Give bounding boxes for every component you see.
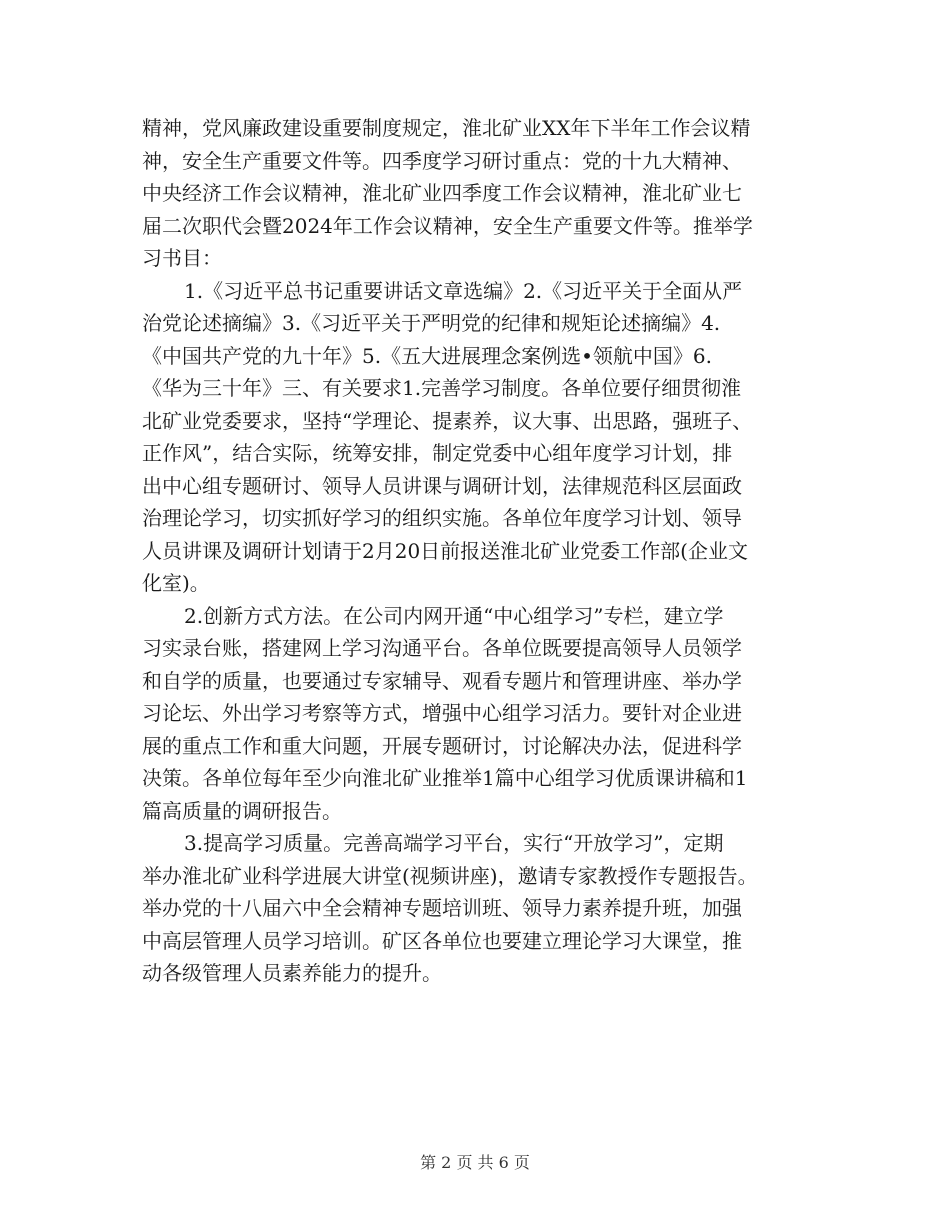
text-line: 《中国共产党的九十年》5.《五大进展理念案例选•领航中国》6. [142,343,712,368]
paragraph-2 [142,275,812,600]
paragraph-1 [142,112,812,275]
text-line: 和自学的质量，也要通过专家辅导、观看专题片和管理讲座、举办学 [142,668,742,693]
text-line: 精神，党风廉政建设重要制度规定，淮北矿业XX年下半年工作会议精 [142,116,751,140]
text-line: 篇高质量的调研报告。 [142,798,342,823]
text-line: 决策。各单位每年至少向淮北矿业推举1篇中心组学习优质课讲稿和1 [142,766,748,790]
text-line: 举办淮北矿业科学进展大讲堂(视频讲座)，邀请专家教授作专题报告。 [142,863,758,888]
text-line: 举办党的十八届六中全会精神专题培训班、领导力素养提升班，加强 [142,896,742,920]
text-line: 1.《习近平总书记重要讲话文章选编》2.《习近平关于全面从严 [184,278,743,303]
text-line: 人员讲课及调研计划请于2月20日前报送淮北矿业党委工作部(企业文 [142,538,748,563]
text-line: 正作风”，结合实际，统筹安排，制定党委中心组年度学习计划，排 [142,441,733,465]
text-line: 习书目： [142,246,222,270]
text-line: 动各级管理人员素养能力的提升。 [142,961,442,985]
paragraph-4 [142,827,812,990]
text-line: 化室)。 [142,571,210,595]
text-line: 《华为三十年》三、有关要求1.完善学习制度。各单位要仔细贯彻淮 [142,376,742,400]
text-line: 神，安全生产重要文件等。四季度学习研讨重点：党的十九大精神、 [142,148,742,173]
text-line: 习实录台账，搭建网上学习沟通平台。各单位既要提高领导人员领学 [142,636,742,660]
paragraph-3 [142,600,812,828]
text-line: 北矿业党委要求，坚持“学理论、提素养，议大事、出思路，强班子、 [142,408,753,433]
text-line: 治党论述摘编》3.《习近平关于严明党的纪律和规矩论述摘编》4. [142,311,721,335]
text-line: 出中心组专题研讨、领导人员讲课与调研计划，法律规范科区层面政 [142,473,742,498]
text-line: 3.提高学习质量。完善高端学习平台，实行“开放学习”，定期 [184,831,724,855]
text-line: 展的重点工作和重大问题，开展专题研讨，讨论解决办法，促进科学 [142,733,742,758]
text-line: 中央经济工作会议精神，淮北矿业四季度工作会议精神，淮北矿业七 [142,181,742,205]
text-line: 届二次职代会暨2024年工作会议精神，安全生产重要文件等。推举学 [142,213,753,238]
text-line: 中高层管理人员学习培训。矿区各单位也要建立理论学习大课堂，推 [142,928,742,953]
text-line: 2.创新方式方法。在公司内网开通“中心组学习”专栏，建立学 [184,603,724,628]
text-line: 治理论学习，切实抓好学习的组织实施。各单位年度学习计划、领导 [142,506,742,530]
page-number-footer: 第 2 页 共 6 页 [420,1153,530,1172]
body-text [142,112,812,990]
text-line: 习论坛、外出学习考察等方式，增强中心组学习活力。要针对企业进 [142,701,742,725]
